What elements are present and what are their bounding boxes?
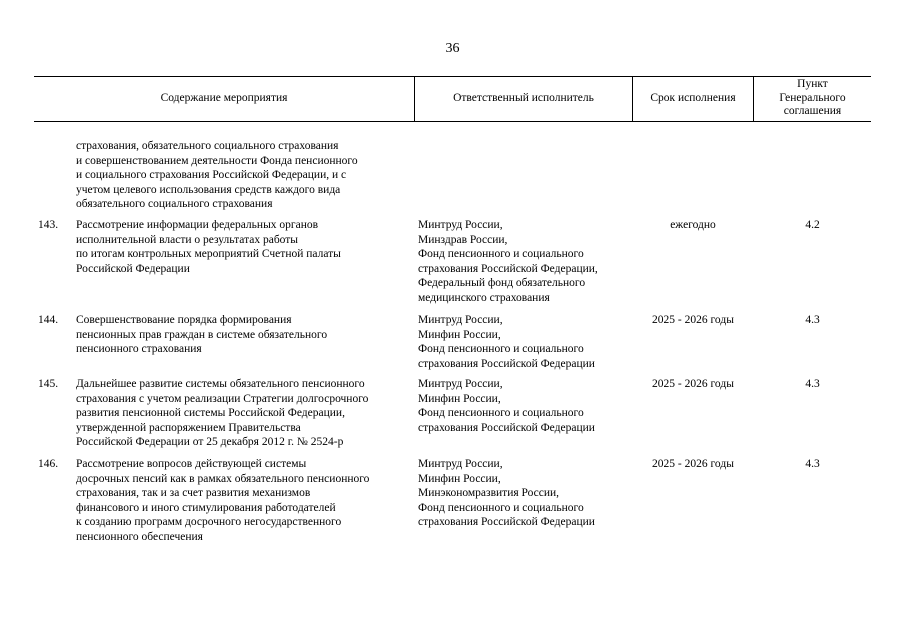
row-content [76,313,416,357]
header-point-line: Генерального [779,91,846,104]
row-number: 146. [38,458,59,470]
text-line: Фонд пенсионного и социального [418,407,584,420]
row-point: 4.3 [805,458,820,470]
text-line: Дальнейшее развитие системы обязательного пенсионного [76,378,365,390]
text-line: медицинского страхования [418,291,550,304]
text-line: страхования, обязательного социального страхования [76,140,339,152]
row-term: 2025 - 2026 годы [652,378,734,390]
row-term: 2025 - 2026 годы [652,314,734,326]
header-content-label: Содержание мероприятия [160,92,288,105]
text-line: учетом целевого использования средств каждого вида [76,183,341,196]
row-term: ежегодно [670,219,716,231]
text-line: Минфин России, [418,392,501,405]
text-line: и совершенствованием деятельности Фонда пенсионного [76,154,358,167]
text-line: страхования Российской Федерации [418,516,595,529]
row-responsible [418,218,633,306]
row-number: 145. [38,378,59,390]
text-line: Федеральный фонд обязательного [418,277,586,290]
text-line: Минэкономразвития России, [418,487,560,500]
row-content [76,457,416,545]
text-line: Минфин России, [418,328,501,341]
text-line: развития пенсионной системы Российской Федерации, [76,407,345,420]
header-content [34,76,414,121]
text-line: Совершенствование порядка формирования [76,314,292,326]
header-bottom-border [34,121,871,122]
page-number: 36 [445,41,460,56]
text-line: Минтруд России, [418,378,503,390]
row-number: 144. [38,314,59,326]
text-line: исполнительной власти о результатах работы [76,233,299,246]
row-point: 4.3 [805,314,820,326]
row-content [76,377,416,450]
text-line: Минздрав России, [418,233,508,246]
header-responsible-label: Ответственный исполнитель [453,92,594,105]
header-responsible [415,76,632,121]
text-line: страхования Российской Федерации, [418,262,598,275]
text-line: досрочных пенсий как в рамках обязательного пенсионного [76,472,370,485]
row-responsible [418,457,633,530]
header-point-line: Пункт [797,77,828,90]
text-line: утвержденной распоряжением Правительства [76,421,301,434]
text-line: Фонд пенсионного и социального [418,343,584,356]
text-line: Фонд пенсионного и социального [418,501,584,514]
header-point [754,76,871,121]
text-line: Минтруд России, [418,458,503,470]
header-term [633,76,753,121]
row-responsible [418,377,633,435]
text-line: по итогам контрольных мероприятий Счетной палаты [76,248,341,261]
text-line: Фонд пенсионного и социального [418,248,584,261]
text-line: пенсионного страхования [76,343,202,356]
row-term: 2025 - 2026 годы [652,458,734,470]
text-line: к созданию программ досрочного негосударственного [76,516,342,529]
text-line: Рассмотрение вопросов действующей системы [76,458,307,470]
text-line: Минфин России, [418,472,501,485]
text-line: Российской Федерации [76,262,190,275]
text-line: пенсионного обеспечения [76,530,203,543]
continuation-text [76,139,416,212]
text-line: финансового и иного стимулирования работодателей [76,501,336,514]
header-point-line: соглашения [783,105,842,118]
text-line: обязательного социального страхования [76,198,273,211]
row-content [76,218,416,276]
text-line: и социального страхования Российской Федерации, и с [76,169,347,182]
text-line: Рассмотрение информации федеральных органов [76,219,319,231]
text-line: страхования, так и за счет развития механизмов [76,487,311,500]
row-number: 143. [38,219,59,231]
text-line: Минтруд России, [418,314,503,326]
text-line: Минтруд России, [418,219,503,231]
text-line: пенсионных прав граждан в системе обязательного [76,328,328,341]
row-point: 4.3 [805,378,820,390]
text-line: Российской Федерации от 25 декабря 2012 г. № 2524-р [76,436,344,449]
text-line: страхования Российской Федерации [418,357,595,370]
row-point: 4.2 [805,219,820,231]
header-term-label: Срок исполнения [650,92,736,105]
text-line: страхования с учетом реализации Стратегии долгосрочного [76,392,369,405]
row-responsible [418,313,633,371]
text-line: страхования Российской Федерации [418,421,595,434]
